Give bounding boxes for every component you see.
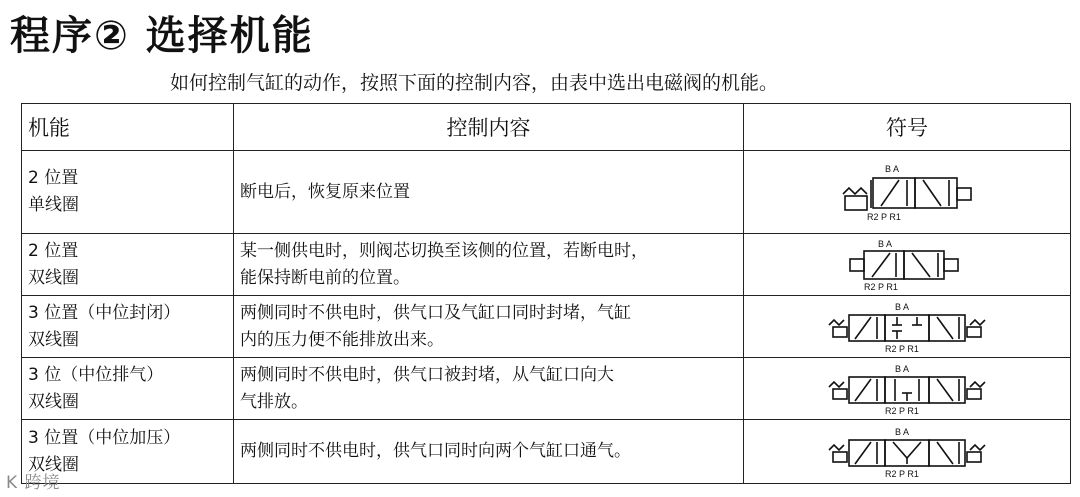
- table-row: [22, 358, 1071, 420]
- function-line: 3 位（中位排气）: [28, 364, 164, 385]
- control-line: 两侧同时不供电时，供气口同时向两个气缸口通气。: [240, 441, 631, 461]
- symbol-cell: [744, 296, 1071, 358]
- symbol-cell: [744, 358, 1071, 420]
- valve-3pos-closed-center-icon: [827, 299, 987, 355]
- control-line: 能保持断电前的位置。: [240, 267, 410, 288]
- function-cell: [22, 234, 234, 296]
- function-line: 双线圈: [28, 391, 79, 412]
- port-label-top: B A: [895, 426, 910, 437]
- table-row: [22, 420, 1071, 484]
- control-cell: [234, 358, 744, 420]
- function-cell: [22, 151, 234, 234]
- header-symbol: 符号: [744, 104, 1071, 151]
- symbol-cell: [744, 420, 1071, 484]
- table-row: [22, 296, 1071, 358]
- port-label-bottom: R2 P R1: [867, 212, 901, 222]
- header-function: 机能: [22, 104, 234, 151]
- port-label-top: B A: [878, 238, 893, 249]
- port-label-top: B A: [885, 164, 900, 174]
- valve-3pos-exhaust-center-icon: [827, 361, 987, 417]
- page-title: 程序② 选择机能: [10, 13, 314, 59]
- table-header-row: [22, 104, 1071, 151]
- table-row: [22, 234, 1071, 296]
- control-line: 两侧同时不供电时，供气口及气缸口同时封堵，气缸: [240, 302, 631, 323]
- symbol-cell: [744, 234, 1071, 296]
- function-line: 双线圈: [28, 329, 79, 350]
- port-label-top: B A: [895, 301, 910, 312]
- control-cell: [234, 296, 744, 358]
- intro-text: 如何控制气缸的动作，按照下面的控制内容，由表中选出电磁阀的机能。: [170, 72, 779, 94]
- function-cell: [22, 358, 234, 420]
- port-label-bottom: R2 P R1: [885, 405, 919, 416]
- port-label-top: B A: [895, 363, 910, 374]
- control-line: 内的压力便不能排放出来。: [240, 329, 444, 350]
- function-line: 2 位置: [28, 240, 79, 261]
- watermark: K 跨境: [6, 473, 61, 493]
- function-line: 2 位置: [28, 168, 79, 188]
- control-line: 两侧同时不供电时，供气口被封堵，从气缸口向大: [240, 364, 614, 385]
- control-line: 某一侧供电时，则阀芯切换至该侧的位置，若断电时，: [240, 240, 648, 261]
- port-label-bottom: R2 P R1: [885, 468, 919, 479]
- valve-2pos-double-solenoid-icon: [842, 237, 972, 293]
- control-line: 气排放。: [240, 391, 308, 412]
- control-cell: [234, 420, 744, 484]
- control-cell: [234, 151, 744, 234]
- function-line: 3 位置（中位封闭）: [28, 302, 181, 323]
- function-line: 3 位置（中位加压）: [28, 427, 181, 448]
- control-line: 断电后，恢复原来位置: [240, 181, 410, 202]
- port-label-bottom: R2 P R1: [864, 281, 898, 292]
- symbol-cell: [744, 151, 1071, 234]
- port-label-bottom: R2 P R1: [885, 343, 919, 354]
- valve-3pos-pressure-center-icon: [827, 424, 987, 480]
- valve-function-table: [21, 103, 1071, 484]
- function-line: 单线圈: [28, 195, 79, 215]
- function-line: 双线圈: [28, 267, 79, 288]
- valve-2pos-single-solenoid-icon: [837, 160, 977, 224]
- table-row: [22, 151, 1071, 234]
- control-cell: [234, 234, 744, 296]
- header-control: 控制内容: [234, 104, 744, 151]
- function-cell: [22, 296, 234, 358]
- function-line: 双线圈: [28, 454, 79, 475]
